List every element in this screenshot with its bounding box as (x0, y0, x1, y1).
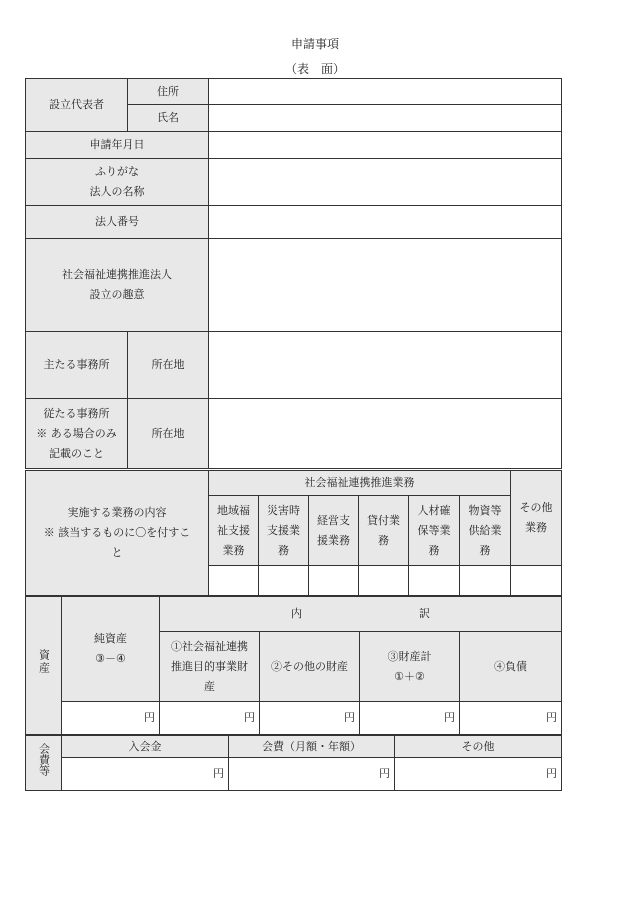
business-label-line1: 実施する業務の内容 (67, 506, 167, 519)
other-fee-header: その他 (395, 736, 562, 758)
net-assets-amount[interactable]: 円 (62, 702, 160, 735)
sub-office-location-field[interactable] (209, 399, 562, 469)
purpose-line2: 設立の趣意 (89, 288, 145, 301)
breakdown-left: 内 (291, 607, 302, 620)
assets-side-text: 資産 (37, 649, 51, 675)
corp-number-label: 法人番号 (26, 206, 209, 239)
business-table (25, 470, 562, 596)
business-check-cell[interactable] (359, 566, 409, 596)
asset-amount-3[interactable]: 円 (360, 702, 460, 735)
sub-office-location-label: 所在地 (128, 399, 209, 469)
other-business-l2: 業務 (525, 521, 547, 534)
business-check-cell[interactable] (511, 566, 562, 596)
asset-col-2: ②その他の財産 (260, 632, 360, 702)
application-basic-table (25, 78, 562, 469)
business-col-header: 貸付業 務 (359, 496, 409, 566)
asset-col-3: ③財産計 ①＋② (360, 632, 460, 702)
corp-name-label (26, 159, 209, 206)
application-date-field[interactable] (209, 132, 562, 159)
fees-side-label (26, 736, 62, 791)
breakdown-right: 訳 (419, 607, 430, 620)
business-label-line2: ※ 該当するものに〇を付すこ (43, 526, 191, 539)
other-fee-amount[interactable]: 円 (395, 758, 562, 791)
business-col-header: 物資等 供給業 務 (460, 496, 511, 566)
furigana-label: ふりがな (95, 165, 139, 178)
application-date-label: 申請年月日 (26, 132, 209, 159)
net-assets-header (62, 597, 160, 702)
entry-fee-amount[interactable]: 円 (62, 758, 229, 791)
sub-office-line2: ※ ある場合のみ (36, 426, 117, 440)
business-col-header: 地域福 祉支援 業務 (209, 496, 259, 566)
address-field[interactable] (209, 79, 562, 105)
business-label (26, 471, 209, 596)
name-field[interactable] (209, 105, 562, 132)
name-label: 氏名 (128, 105, 209, 132)
other-business-header (511, 471, 562, 566)
membership-fee-amount[interactable]: 円 (229, 758, 395, 791)
net-assets-l2: ③－④ (95, 652, 126, 665)
main-office-location-label: 所在地 (128, 332, 209, 399)
other-business-l1: その他 (519, 501, 553, 514)
sub-office-label (26, 399, 128, 469)
business-check-cell[interactable] (209, 566, 259, 596)
asset-amount-1[interactable]: 円 (160, 702, 260, 735)
business-check-cell[interactable] (409, 566, 460, 596)
main-office-location-field[interactable] (209, 332, 562, 399)
asset-col-4: ④負債 (460, 632, 562, 702)
purpose-label (26, 239, 209, 332)
asset-amount-2[interactable]: 円 (260, 702, 360, 735)
asset-amount-4[interactable]: 円 (460, 702, 562, 735)
net-assets-l1: 純資産 (94, 632, 127, 645)
page-subtitle: （表 面） (284, 62, 345, 76)
corp-name-text: 法人の名称 (89, 185, 145, 198)
fees-table (25, 735, 562, 791)
business-check-cell[interactable] (309, 566, 359, 596)
membership-fee-header: 会費（月額・年額） (229, 736, 395, 758)
corp-number-field[interactable] (209, 206, 562, 239)
purpose-line1: 社会福祉連携推進法人 (62, 268, 172, 281)
business-col-header: 災害時 支援業 務 (259, 496, 309, 566)
business-group-header: 社会福祉連携推進業務 (209, 471, 511, 496)
business-check-cell[interactable] (460, 566, 511, 596)
business-col-header: 経営支 援業務 (309, 496, 359, 566)
purpose-field[interactable] (209, 239, 562, 332)
business-col-header: 人材確 保等業 務 (409, 496, 460, 566)
sub-office-line1: 従たる事務所 (43, 406, 110, 420)
sub-office-line3: 記載のこと (49, 446, 104, 460)
representative-label: 設立代表者 (26, 79, 128, 132)
main-office-label: 主たる事務所 (26, 332, 128, 399)
business-label-line3: と (111, 546, 123, 559)
page-title: 申請事項 (290, 37, 339, 51)
assets-side-label (26, 597, 62, 735)
asset-col-1: ①社会福祉連携 推進目的事業財 産 (160, 632, 260, 702)
address-label: 住所 (128, 79, 209, 105)
business-check-cell[interactable] (259, 566, 309, 596)
fees-side-text: 会費等 (37, 743, 51, 776)
breakdown-header (160, 597, 562, 632)
entry-fee-header: 入会金 (62, 736, 229, 758)
assets-table (25, 596, 562, 735)
corp-name-field[interactable] (209, 159, 562, 206)
